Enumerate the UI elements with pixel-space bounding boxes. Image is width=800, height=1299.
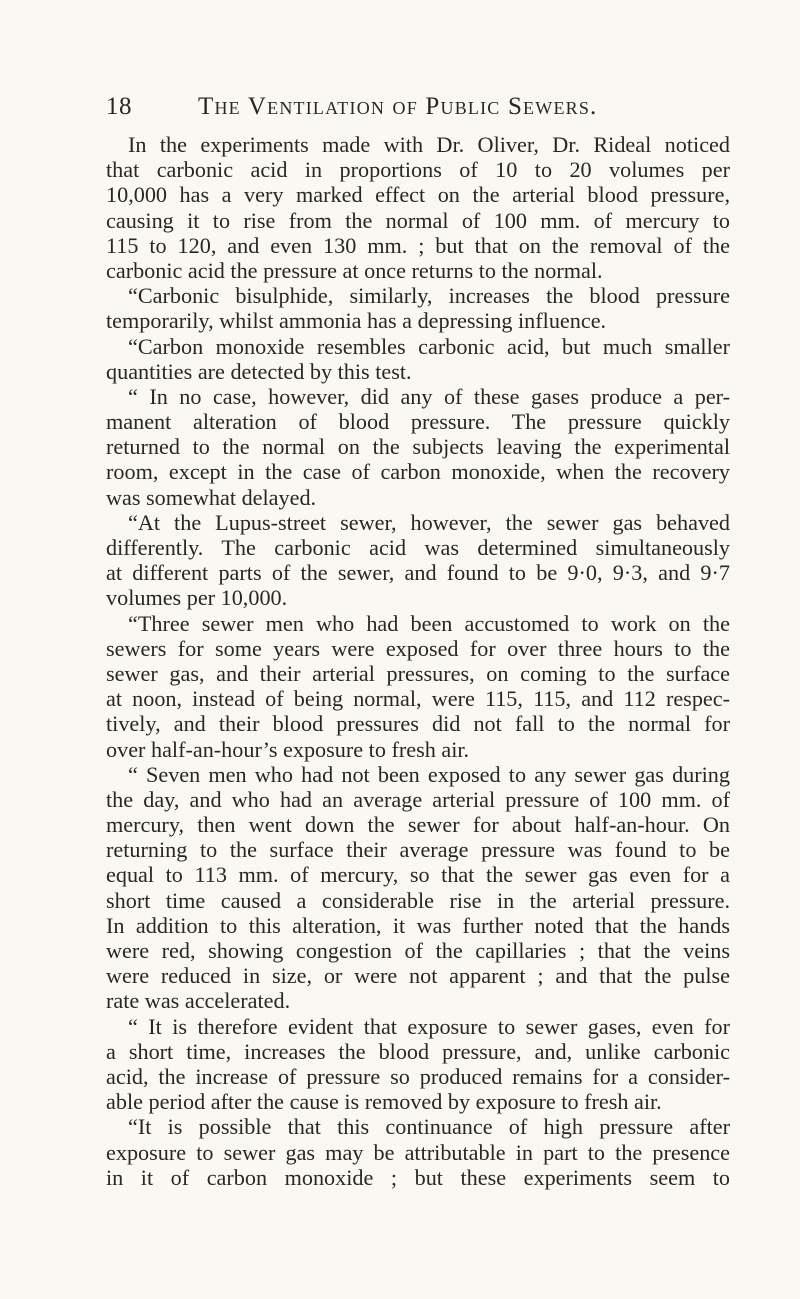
text-line: 10,000 has a very marked effect on the arterial blood pressure, — [106, 182, 730, 208]
text-line: equal to 113 mm. of mercury, so that the sewer gas even for a — [106, 862, 730, 888]
text-line: 115 to 120, and even 130 mm. ; but that on the removal of the — [106, 232, 730, 258]
page-header — [106, 93, 726, 123]
text-line: “ Seven men who had not been exposed to any sewer gas during — [128, 761, 730, 787]
text-line: the day, and who had an average arterial pressure of 100 mm. of — [106, 786, 730, 812]
body-text — [106, 132, 730, 1190]
text-line: was somewhat delayed. — [106, 484, 317, 510]
text-line: differently. The carbonic acid was determined simultaneously — [106, 535, 730, 560]
text-line: at noon, instead of being normal, were 115, 115, and 112 respec- — [106, 686, 730, 712]
text-line: In addition to this alteration, it was further noted that the hands — [106, 912, 730, 938]
running-title: The Ventilation of Public Sewers. — [198, 93, 598, 120]
text-line: carbonic acid the pressure at once returns to the normal. — [106, 257, 603, 283]
text-line: “Carbon monoxide resembles carbonic acid, but much smaller — [128, 333, 730, 359]
text-line: returning to the surface their average pressure was found to be — [106, 837, 730, 863]
text-line: acid, the increase of pressure so produced remains for a consider- — [106, 1063, 730, 1089]
text-line: sewer gas, and their arterial pressures, on coming to the surface — [106, 660, 730, 686]
text-line: mercury, then went down the sewer for about half-an-hour. On — [106, 812, 730, 838]
text-line: tively, and their blood pressures did not fall to the normal for — [106, 711, 730, 737]
text-line: temporarily, whilst ammonia has a depressing influence. — [106, 308, 607, 334]
text-line: at different parts of the sewer, and found to be 9·0, 9·3, and 9·7 — [106, 560, 730, 586]
text-line: “ In no case, however, did any of these gases produce a per- — [128, 383, 730, 409]
text-line: “Three sewer men who had been accustomed to work on the — [128, 610, 730, 636]
text-line: returned to the normal on the subjects leaving the experimental — [106, 434, 730, 460]
text-line: “At the Lupus-street sewer, however, the sewer gas behaved — [128, 509, 730, 535]
text-line: exposure to sewer gas may be attributable in part to the presence — [106, 1139, 730, 1165]
text-line: “Carbonic bisulphide, similarly, increases the blood pressure — [128, 283, 730, 309]
text-line: “It is possible that this continuance of high pressure after — [128, 1114, 730, 1140]
text-line: that carbonic acid in proportions of 10 to 20 volumes per — [106, 157, 730, 183]
text-line: manent alteration of blood pressure. The pressure quickly — [106, 409, 730, 435]
text-line: able period after the cause is removed by exposure to fresh air. — [106, 1089, 662, 1115]
text-line: volumes per 10,000. — [106, 585, 288, 611]
text-line: room, except in the case of carbon monoxide, when the recovery — [106, 459, 730, 485]
text-line: a short time, increases the blood pressure, and, unlike carbonic — [106, 1038, 730, 1064]
page-number: 18 — [106, 93, 132, 120]
text-line: short time caused a considerable rise in the arterial pressure. — [106, 887, 730, 913]
text-line: quantities are detected by this test. — [106, 358, 412, 384]
text-line: In the experiments made with Dr. Oliver, Dr. Rideal noticed — [128, 132, 730, 157]
text-line: sewers for some years were exposed for over three hours to the — [106, 635, 730, 661]
text-line: were reduced in size, or were not apparent ; and that the pulse — [106, 963, 730, 989]
text-line: “ It is therefore evident that exposure to sewer gases, even for — [128, 1013, 730, 1039]
text-line: causing it to rise from the normal of 100 mm. of mercury to — [106, 207, 730, 233]
text-line: over half-an-hour’s exposure to fresh air. — [106, 736, 470, 762]
text-line: rate was accelerated. — [106, 988, 291, 1014]
text-line: were red, showing congestion of the capillaries ; that the veins — [106, 938, 730, 963]
text-line: in it of carbon monoxide ; but these experiments seem to — [106, 1164, 730, 1190]
